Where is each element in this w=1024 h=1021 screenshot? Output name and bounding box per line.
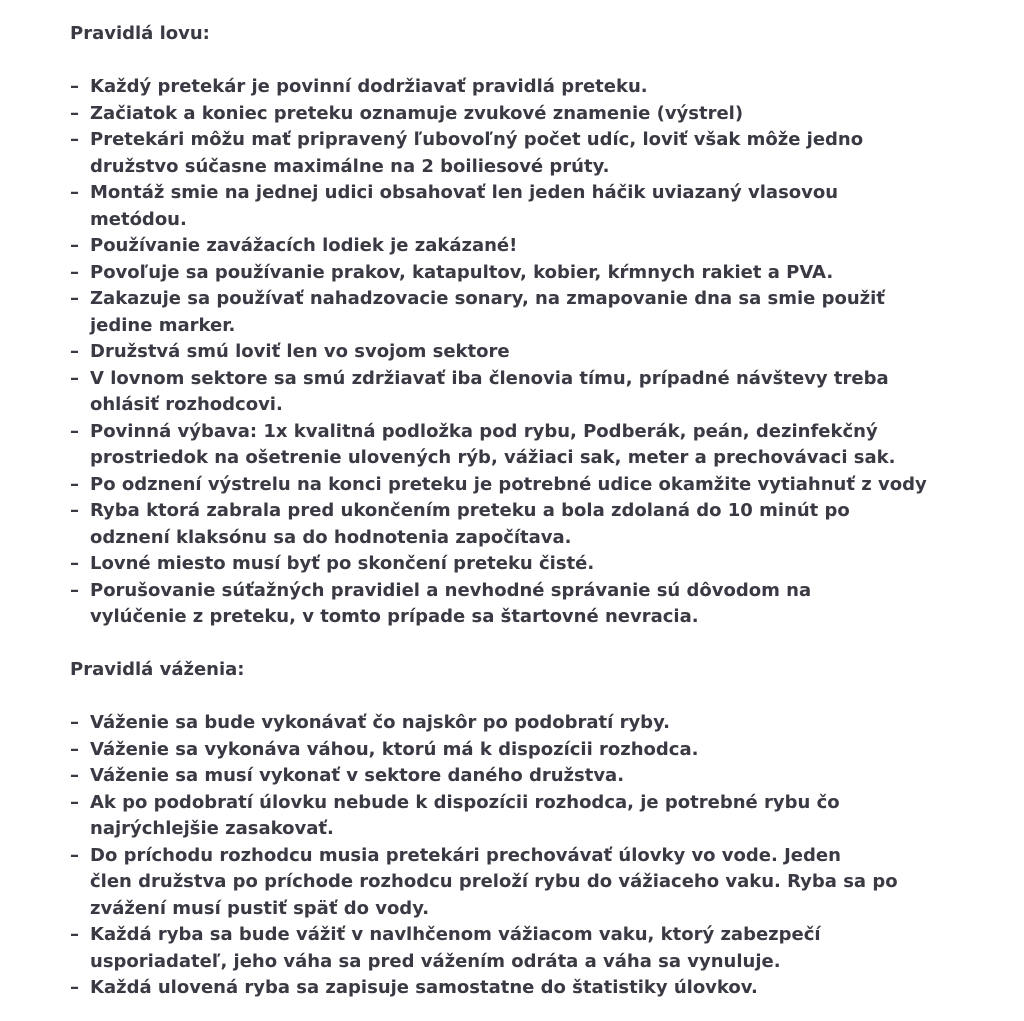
rule-item [70, 498, 1010, 551]
rule-item [70, 260, 1010, 287]
rule-item [70, 180, 1010, 233]
rule-text-line: Porušovanie súťažných pravidiel a nevhodné správanie sú dôvodom na [90, 579, 812, 601]
rule-item [70, 472, 1010, 499]
dash-bullet: – [70, 182, 79, 203]
rule-text-line: usporiadateľ, jeho váha sa pred vážením odráta a váha sa vynuluje. [90, 950, 781, 972]
rule-item [70, 922, 1010, 975]
rule-item [70, 127, 1010, 180]
rule-text-line: Váženie sa musí vykonať v sektore daného družstva. [90, 765, 625, 786]
weighing-rules-list [70, 710, 1010, 1002]
rule-item [70, 551, 1010, 578]
dash-bullet: – [70, 129, 79, 150]
rule-text-line: Do príchodu rozhodcu musia pretekári prechovávať úlovky vo vode. Jeden [90, 844, 841, 866]
rule-text-line: Každá ryba sa bude vážiť v navlhčenom vážiacom vaku, ktorý zabezpečí [90, 924, 821, 945]
dash-bullet: – [70, 261, 79, 283]
dash-bullet: – [70, 420, 79, 442]
rule-text-line: Povoľuje sa používanie prakov, katapultov, kobier, kŕmnych rakiet a PVA. [90, 261, 834, 283]
rule-text-line: družstvo súčasne maximálne na 2 boiliesové prúty. [90, 155, 610, 177]
dash-bullet: – [70, 341, 79, 362]
rule-text-line: Ryba ktorá zabrala pred ukončením preteku a bola zdolaná do 10 minút po [90, 500, 850, 521]
rule-text-line: Ak po podobratí úlovku nebude k dispozícii rozhodca, je potrebné rybu čo [90, 791, 840, 813]
rule-item [70, 419, 1010, 472]
rule-item [70, 710, 1010, 737]
dash-bullet: – [70, 765, 79, 786]
dash-bullet: – [70, 288, 79, 309]
dash-bullet: – [70, 712, 79, 733]
dash-bullet: – [70, 553, 79, 574]
rule-item [70, 843, 1010, 923]
rule-text-line: Začiatok a koniec preteku oznamuje zvukové znamenie (výstrel) [90, 102, 744, 124]
rule-text-line: prostriedok na ošetrenie ulovených rýb, vážiaci sak, meter a prechovávaci sak. [90, 447, 896, 468]
hunting-rules-list [70, 74, 1010, 631]
dash-bullet: – [70, 235, 79, 256]
rule-text-line: Váženie sa bude vykonávať čo najskôr po podobratí ryby. [90, 712, 670, 733]
rule-text-line: Pretekári môžu mať pripravený ľubovoľný počet udíc, loviť však môže jedno [90, 129, 864, 150]
spacer [70, 684, 1010, 711]
rule-text-line: odznení klaksónu sa do hodnotenia započítava. [90, 526, 572, 548]
hunting-rules-title: Pravidlá lovu: [70, 23, 210, 44]
rule-item [70, 737, 1010, 764]
dash-bullet: – [70, 977, 79, 998]
rule-item [70, 763, 1010, 790]
rule-text-line: Po odznení výstrelu na konci preteku je potrebné udice okamžite vytiahnuť z vody [90, 473, 927, 495]
rule-text-line: Zakazuje sa používať nahadzovacie sonary, na zmapovanie dna sa smie použiť [90, 288, 885, 309]
weighing-rules-title: Pravidlá váženia: [70, 659, 245, 680]
dash-bullet: – [70, 76, 79, 97]
rule-text-line: Montáž smie na jednej udici obsahovať len jeden háčik uviazaný vlasovou [90, 182, 839, 203]
spacer [70, 48, 1010, 75]
rule-text-line: Lovné miesto musí byť po skončení preteku čisté. [90, 553, 595, 574]
rule-item [70, 578, 1010, 631]
dash-bullet: – [70, 500, 79, 521]
rule-text-line: Každá ulovená ryba sa zapisuje samostatne do štatistiky úlovkov. [90, 977, 758, 998]
spacer [70, 631, 1010, 658]
rule-text-line: najrýchlejšie zasakovať. [90, 818, 334, 839]
dash-bullet: – [70, 844, 79, 866]
rule-text-line: metódou. [90, 208, 187, 230]
dash-bullet: – [70, 367, 79, 389]
rule-item [70, 790, 1010, 843]
dash-bullet: – [70, 579, 79, 601]
rule-item [70, 286, 1010, 339]
rule-item [70, 366, 1010, 419]
rule-text-line: Družstvá smú loviť len vo svojom sektore [90, 341, 510, 362]
dash-bullet: – [70, 473, 79, 495]
rule-text-line: člen družstva po príchode rozhodcu preloží rybu do vážiaceho vaku. Ryba sa po [90, 871, 898, 892]
dash-bullet: – [70, 102, 79, 124]
dash-bullet: – [70, 924, 79, 945]
rule-text-line: zvážení musí pustiť späť do vody. [90, 897, 430, 919]
rule-text-line: Váženie sa vykonáva váhou, ktorú má k dispozícii rozhodca. [90, 738, 699, 760]
rule-item [70, 975, 1010, 1002]
rule-text-line: Používanie zavážacích lodiek je zakázané! [90, 235, 518, 256]
rule-text-line: ohlásiť rozhodcovi. [90, 394, 283, 415]
rules-document [70, 21, 1010, 1002]
dash-bullet: – [70, 738, 79, 760]
rule-item [70, 339, 1010, 366]
rule-text-line: Každý pretekár je povinní dodržiavať pravidlá preteku. [90, 76, 648, 97]
rule-item [70, 74, 1010, 101]
rule-item [70, 101, 1010, 128]
rule-text-line: V lovnom sektore sa smú zdržiavať iba členovia tímu, prípadné návštevy treba [90, 367, 889, 389]
rule-item [70, 233, 1010, 260]
rule-text-line: vylúčenie z preteku, v tomto prípade sa štartovné nevracia. [90, 606, 699, 627]
dash-bullet: – [70, 791, 79, 813]
rule-text-line: Povinná výbava: 1x kvalitná podložka pod rybu, Podberák, peán, dezinfekčný [90, 420, 878, 442]
rule-text-line: jedine marker. [90, 314, 236, 336]
